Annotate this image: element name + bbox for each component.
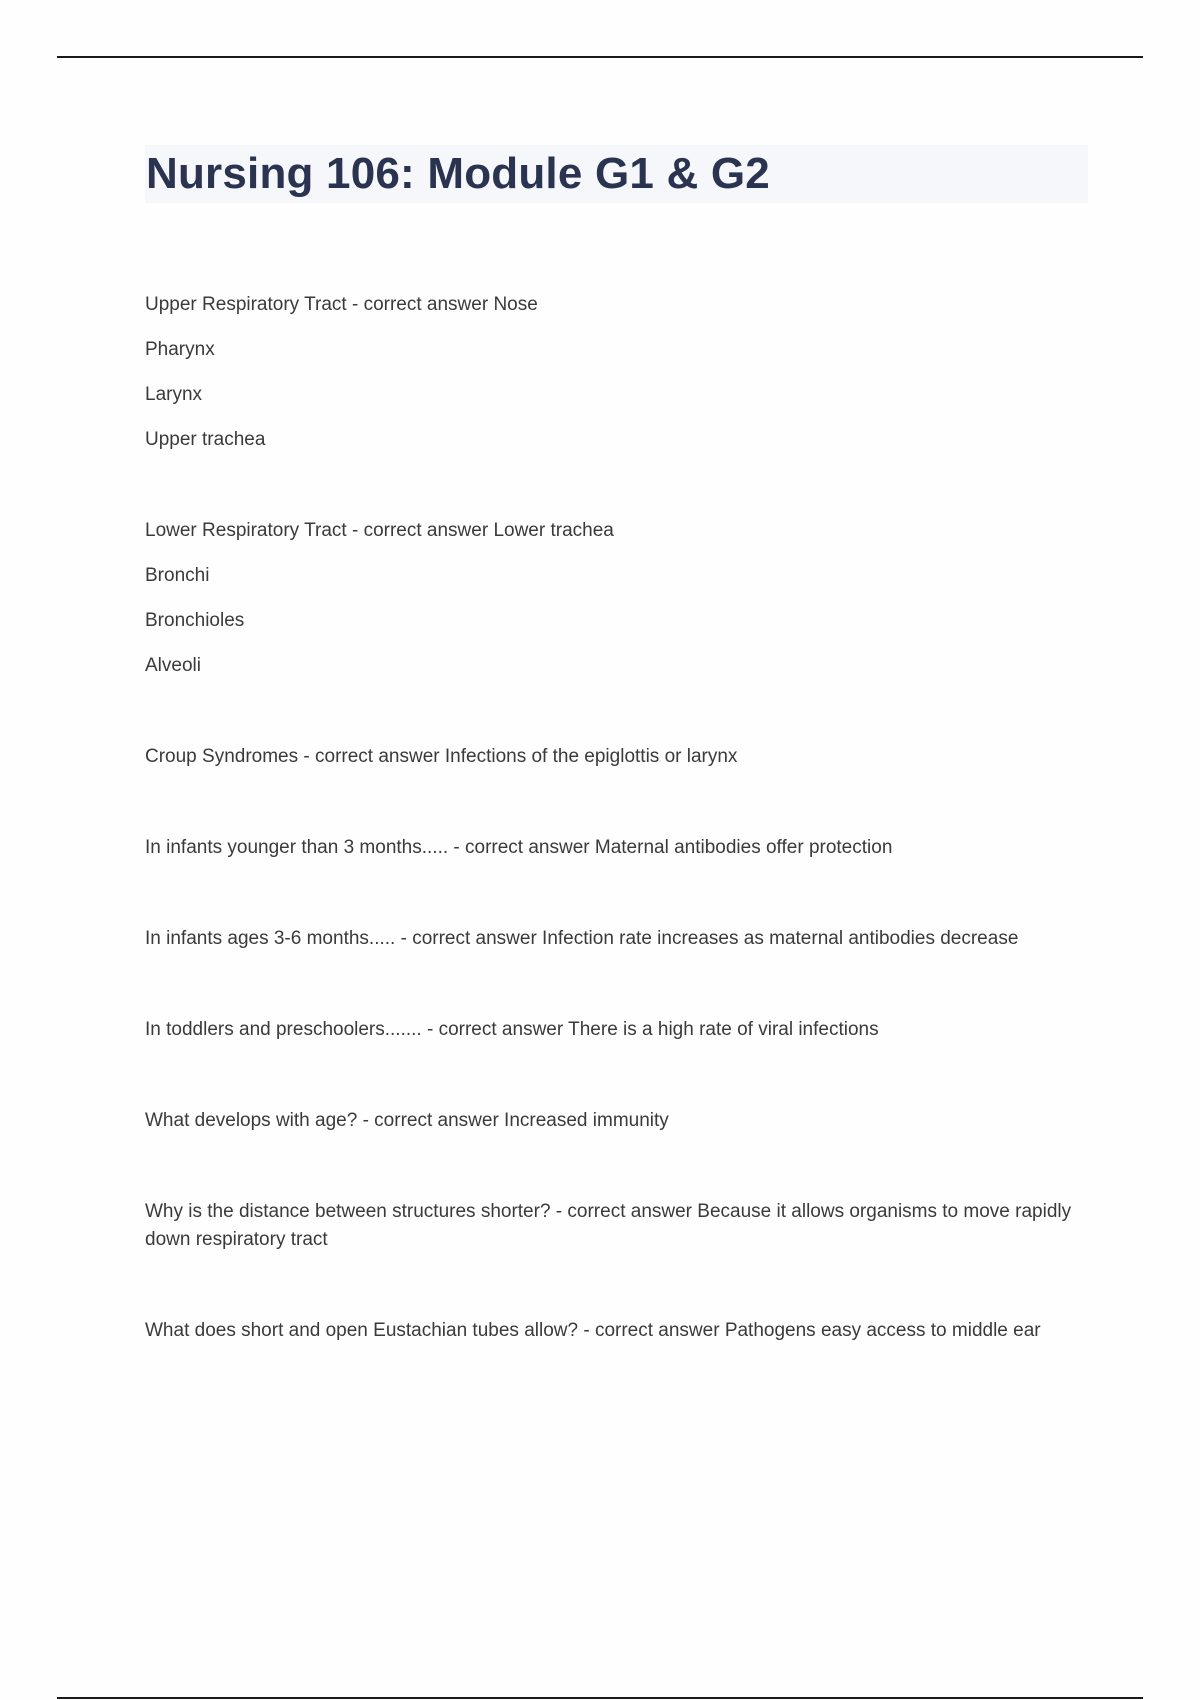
flashcard-entry: [145, 1198, 1090, 1254]
entry-question-answer: Croup Syndromes - correct answer Infections of the epiglottis or larynx: [145, 746, 738, 767]
entry-answer-line: Bronchi: [145, 565, 210, 586]
flashcard-list: [145, 291, 1090, 1345]
entry-answer-line: Alveoli: [145, 655, 201, 676]
entry-question-answer: In toddlers and preschoolers....... - correct answer There is a high rate of viral infections: [145, 1019, 879, 1040]
entry-answer-line: Upper trachea: [145, 429, 266, 450]
header-rule: [57, 56, 1143, 58]
entry-answer-line: Bronchioles: [145, 610, 245, 631]
document-title: Nursing 106: Module G1 & G2: [146, 149, 770, 198]
entry-question-answer: What does short and open Eustachian tubes allow? - correct answer Pathogens easy access to middle ear: [145, 1320, 1041, 1341]
flashcard-entry: [145, 834, 1090, 862]
entry-question-answer: Lower Respiratory Tract - correct answer Lower trachea: [145, 520, 614, 541]
flashcard-entry: [145, 1107, 1090, 1135]
entry-question-answer: Why is the distance between structures shorter? - correct answer Because it allows organisms to move rapidly down respiratory tract: [145, 1201, 1072, 1250]
footer-rule: [57, 1697, 1143, 1699]
entry-question-answer: Upper Respiratory Tract - correct answer Nose: [145, 294, 538, 315]
flashcard-entry: [145, 1016, 1090, 1044]
entry-answer-line: Larynx: [145, 384, 203, 405]
entry-question-answer: What develops with age? - correct answer Increased immunity: [145, 1110, 669, 1131]
flashcard-entry: [145, 925, 1090, 953]
entry-question-answer: In infants ages 3-6 months..... - correct answer Infection rate increases as maternal antibodies decrease: [145, 928, 1019, 949]
flashcard-entry: [145, 1317, 1090, 1345]
flashcard-entry: [145, 291, 1090, 454]
flashcard-entry: [145, 517, 1090, 680]
entry-question-answer: In infants younger than 3 months..... - correct answer Maternal antibodies offer protection: [145, 837, 893, 858]
entry-answer-line: Pharynx: [145, 339, 215, 360]
flashcard-entry: [145, 743, 1090, 771]
